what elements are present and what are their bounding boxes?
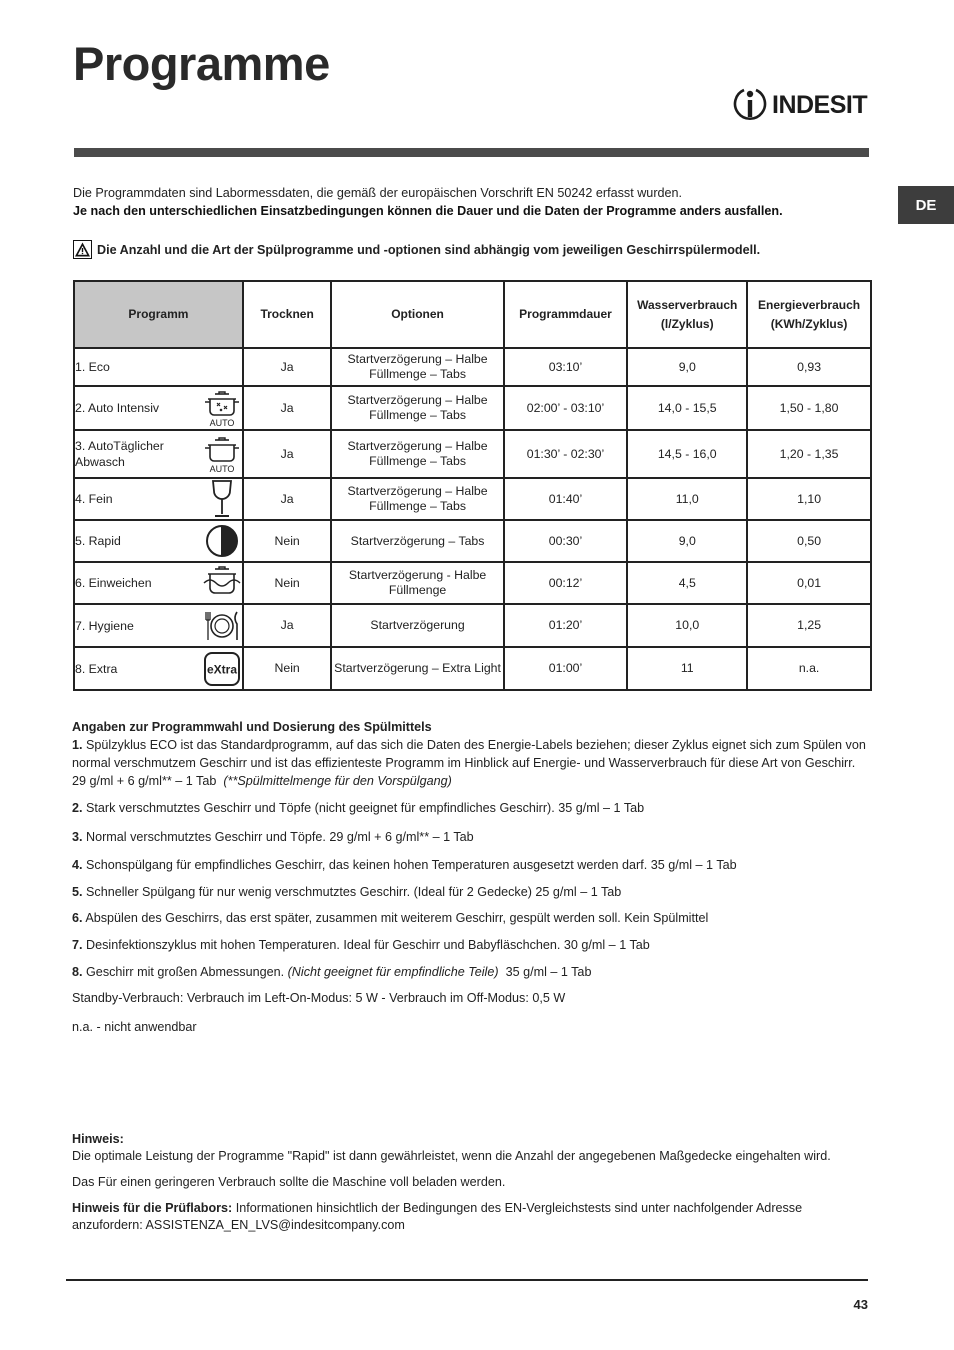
indesit-i-icon (732, 86, 768, 124)
dosage-notes (72, 718, 872, 1036)
trocknen-cell: Ja (243, 478, 332, 520)
programme-name: 8. Extra (75, 661, 118, 676)
programme-name: 1. Eco (75, 360, 110, 374)
intro-line-1: Die Programmdaten sind Labormessdaten, die gemäß der europäischen Vorschrift EN 50242 erfasst wurden. (73, 186, 683, 200)
hinweis-text-2: Das Für einen geringeren Verbrauch sollte die Maschine voll beladen werden. (72, 1175, 506, 1189)
warning-icon (73, 240, 92, 259)
table-header-row (74, 281, 871, 348)
note-item-3: 3. Normal verschmutztes Geschirr und Töpfe. 29 g/ml + 6 g/ml** – 1 Tab (72, 830, 474, 844)
dauer-cell: 01:30’ - 02:30’ (504, 430, 628, 478)
note-item-4: 4. Schonspülgang für empfindliches Geschirr, das keinen hohen Temperaturen ausgesetzt werden darf. 35 g/ml – 1 Tab (72, 858, 737, 872)
programme-name-cell (74, 562, 243, 604)
header-programmdauer: Programmdauer (504, 281, 628, 348)
hinweis-section (72, 1131, 872, 1234)
hinweis-heading: Hinweis: (72, 1132, 124, 1146)
auto-intensive-pot-icon (202, 388, 242, 428)
lab-note: Hinweis für die Prüflabors: Informationen hinsichtlich der Bedingungen des EN-Vergleichstests sind unter nachfolgender Adresse anzufordern: ASSISTENZA_EN_LVS@indesitcompany.com (72, 1201, 803, 1232)
auto-daily-pot-icon (202, 434, 242, 474)
hinweis-text-1: Die optimale Leistung der Programme "Rapid" ist dann gewährleistet, wenn die Anzahl der angegebenen Maßgedecke eingehalten wird. (72, 1149, 831, 1163)
table-row (74, 562, 871, 604)
intro-line-2: Je nach den unterschiedlichen Einsatzbedingungen können die Dauer und die Daten der Programme anders ausfallen. (73, 204, 783, 218)
extra-label: eXtra (206, 662, 237, 676)
programme-name-cell (74, 647, 243, 690)
table-row (74, 647, 871, 690)
energie-cell: 0,01 (747, 562, 871, 604)
trocknen-cell: Ja (243, 386, 332, 430)
wasser-cell: 9,0 (627, 348, 747, 386)
page-number: 43 (853, 1297, 868, 1312)
header-wasserverbrauch: Wasserverbrauch (l/Zyklus) (627, 281, 747, 348)
programme-name-cell (74, 604, 243, 647)
table-row (74, 386, 871, 430)
optionen-cell: Startverzögerung - Halbe Füllmenge (331, 562, 503, 604)
programme-name: 3. AutoTäglicher Abwasch (75, 439, 164, 469)
optionen-cell: Startverzögerung – Halbe Füllmenge – Tabs (331, 386, 503, 430)
rapid-clock-icon (202, 521, 242, 561)
optionen-cell: Startverzögerung – Halbe Füllmenge – Tabs (331, 478, 503, 520)
table-row (74, 478, 871, 520)
note-item-6: 6. Abspülen des Geschirrs, das erst später, zusammen mit weiterem Geschirr, gespült werden soll. Kein Spülmittel (72, 911, 709, 925)
energie-cell: n.a. (747, 647, 871, 690)
wasser-cell: 9,0 (627, 520, 747, 562)
warning-note (73, 240, 760, 259)
programme-name-cell (74, 430, 243, 478)
trocknen-cell: Ja (243, 430, 332, 478)
trocknen-cell: Nein (243, 562, 332, 604)
header-energieverbrauch: Energieverbrauch (KWh/Zyklus) (747, 281, 871, 348)
programme-name: 2. Auto Intensiv (75, 401, 160, 415)
wasser-cell: 11 (627, 647, 747, 690)
soak-pot-icon (202, 563, 242, 603)
wasser-cell: 10,0 (627, 604, 747, 647)
dauer-cell: 01:20’ (504, 604, 628, 647)
energie-cell: 1,20 - 1,35 (747, 430, 871, 478)
wine-glass-icon (202, 479, 242, 519)
energie-cell: 1,10 (747, 478, 871, 520)
optionen-cell: Startverzögerung (331, 604, 503, 647)
programme-name: 6. Einweichen (75, 576, 152, 590)
note-item-7: 7. Desinfektionszyklus mit hohen Temperaturen. Ideal für Geschirr und Babyfläschchen. 30 g/ml – 1 Tab (72, 938, 650, 952)
intro-text (73, 184, 883, 220)
auto-label: AUTO (209, 418, 235, 428)
trocknen-cell: Ja (243, 604, 332, 647)
programme-name: 5. Rapid (75, 534, 121, 548)
energie-cell: 1,50 - 1,80 (747, 386, 871, 430)
header-programm: Programm (74, 281, 243, 348)
energie-cell: 0,93 (747, 348, 871, 386)
language-tab: DE (898, 186, 954, 224)
footer-divider (66, 1279, 868, 1281)
dauer-cell: 02:00’ - 03:10’ (504, 386, 628, 430)
wasser-cell: 4,5 (627, 562, 747, 604)
optionen-cell: Startverzögerung – Tabs (331, 520, 503, 562)
notes-heading: Angaben zur Programmwahl und Dosierung des Spülmittels (72, 720, 432, 734)
optionen-cell: Startverzögerung – Halbe Füllmenge – Tabs (331, 430, 503, 478)
dauer-cell: 00:30’ (504, 520, 628, 562)
dauer-cell: 01:40’ (504, 478, 628, 520)
header-divider-bar (74, 148, 869, 157)
dauer-cell: 01:00’ (504, 647, 628, 690)
extra-icon (202, 649, 242, 689)
note-item-8: 8. Geschirr mit großen Abmessungen. (Nicht geeignet für empfindliche Teile) 35 g/ml – 1 Tab (72, 965, 592, 979)
optionen-cell: Startverzögerung – Halbe Füllmenge – Tabs (331, 348, 503, 386)
brand-logo (732, 86, 867, 124)
hygiene-cutlery-icon (202, 606, 242, 646)
programme-name-cell (74, 348, 243, 386)
na-legend: n.a. - nicht anwendbar (72, 1020, 197, 1034)
standby-consumption: Standby-Verbrauch: Verbrauch im Left-On-Modus: 5 W - Verbrauch im Off-Modus: 0,5 W (72, 991, 566, 1005)
programme-name: 4. Fein (75, 492, 113, 506)
optionen-cell: Startverzögerung – Extra Light (331, 647, 503, 690)
note-item-5: 5. Schneller Spülgang für nur wenig verschmutztes Geschirr. (Ideal für 2 Gedecke) 25 g/ml – 1 Tab (72, 885, 622, 899)
programme-name-cell (74, 386, 243, 430)
header-optionen: Optionen (331, 281, 503, 348)
wasser-cell: 14,5 - 16,0 (627, 430, 747, 478)
trocknen-cell: Nein (243, 520, 332, 562)
auto-label: AUTO (209, 464, 235, 474)
header-trocknen: Trocknen (243, 281, 332, 348)
programme-table (73, 280, 872, 691)
table-row (74, 604, 871, 647)
dauer-cell: 00:12’ (504, 562, 628, 604)
brand-wordmark: INDESIT (772, 90, 868, 119)
programme-name-cell (74, 520, 243, 562)
wasser-cell: 11,0 (627, 478, 747, 520)
wasser-cell: 14,0 - 15,5 (627, 386, 747, 430)
page-title: Programme (73, 37, 330, 90)
table-row (74, 520, 871, 562)
dauer-cell: 03:10’ (504, 348, 628, 386)
energie-cell: 0,50 (747, 520, 871, 562)
trocknen-cell: Ja (243, 348, 332, 386)
table-row (74, 348, 871, 386)
note-item-2: 2. Stark verschmutztes Geschirr und Töpfe (nicht geeignet für empfindliches Geschirr). 35 g/ml – 1 Tab (72, 801, 645, 815)
trocknen-cell: Nein (243, 647, 332, 690)
programme-name: 7. Hygiene (75, 618, 134, 633)
table-row (74, 430, 871, 478)
energie-cell: 1,25 (747, 604, 871, 647)
warning-text: Die Anzahl und die Art der Spülprogramme und -optionen sind abhängig vom jeweiligen Geschirrspülermodell. (97, 242, 761, 257)
programme-name-cell (74, 478, 243, 520)
note-item-1: 1. Spülzyklus ECO ist das Standardprogramm, auf das sich die Daten des Energie-Labels beziehen; dieser Zyklus eignet sich zum Spülen von normal verschmutzem Geschirr und ist das effizienteste Programm im Hinblick auf Energie- und Wasserverbrauch für diese Art von Geschirr. 29 g/ml + 6 g/ml** – 1 Tab (**Spülmittelmenge für den Vorspülgang) (72, 738, 866, 788)
